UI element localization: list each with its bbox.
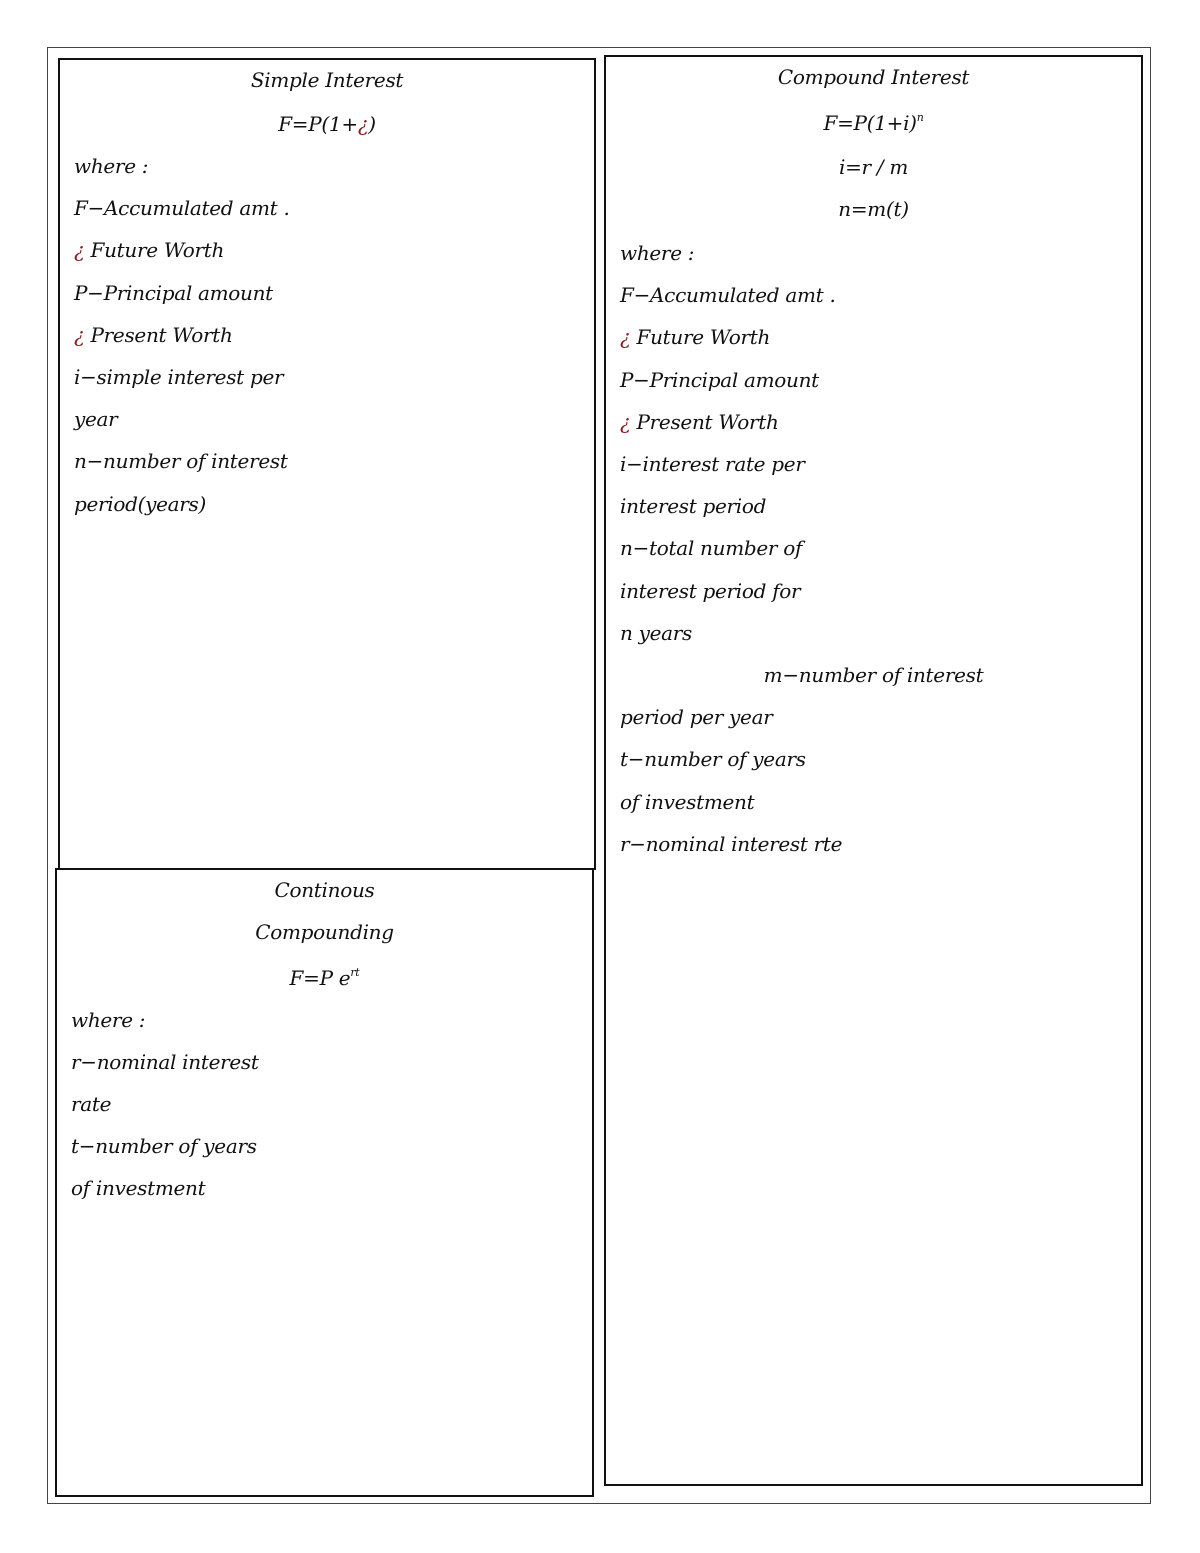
definition-text: n−number of interest (74, 449, 288, 474)
continuous-title-line-1: Continous (274, 878, 375, 902)
definition-text: period(years) (74, 491, 207, 516)
definition-line (620, 494, 766, 518)
definition-line (74, 407, 117, 431)
compound-n-equation: n=m(t) (838, 197, 909, 221)
definition-line (71, 1050, 259, 1074)
definition-text: i−simple interest per (74, 365, 284, 389)
placeholder-glyph: ¿ (620, 409, 631, 434)
placeholder-glyph: ¿ (74, 238, 85, 263)
definition-line (71, 1134, 257, 1158)
definition-line (74, 365, 283, 389)
definition-line (620, 705, 772, 729)
definition-text: r−nominal interest rte (620, 831, 843, 856)
continuous-formula: F=P $e^{rt}$ (289, 966, 360, 990)
definition-text: P−Principal amount (74, 280, 273, 305)
definition-text: P−Principal amount (620, 367, 819, 392)
definition-line (74, 449, 288, 473)
compound-interest-title: Compound Interest (777, 65, 970, 89)
definition-text: of investment (71, 1176, 206, 1200)
continuous-compounding-box (55, 868, 594, 1497)
simple-interest-title: Simple Interest (250, 68, 404, 92)
definition-line (620, 790, 754, 814)
definition-line (620, 325, 770, 349)
compound-interest-formula: $F=P(1+i)^n$ (823, 111, 924, 135)
compound-interest-box (604, 55, 1143, 1486)
definition-text: rate (71, 1092, 112, 1116)
definition-text: n years (620, 620, 693, 645)
placeholder-glyph: ¿ (620, 325, 631, 350)
definition-line (620, 747, 806, 771)
definition-text: n−total number of (620, 536, 803, 561)
definition-text: r−nominal interest (71, 1050, 259, 1074)
definition-line (620, 452, 805, 476)
definition-line (74, 492, 206, 516)
definition-line (71, 1176, 205, 1200)
definition-line (74, 154, 148, 178)
definition-line (620, 621, 692, 645)
definition-line (74, 323, 233, 347)
definition-line (620, 241, 694, 265)
definition-text: where : (74, 154, 149, 178)
definition-text: F−Accumulated amt . (74, 196, 290, 221)
definition-text: Present Worth (630, 409, 779, 434)
definition-text: year (74, 407, 118, 432)
definition-text: where : (71, 1008, 146, 1032)
definition-line (620, 368, 819, 392)
definition-line (620, 536, 802, 560)
definition-line (74, 281, 273, 305)
definition-line (71, 1092, 111, 1116)
definition-line (71, 1008, 145, 1032)
definition-text: of investment (620, 789, 755, 814)
definition-text: Future Worth (84, 238, 225, 263)
definition-text: Present Worth (84, 322, 233, 347)
definition-text: t−number of years (620, 747, 806, 772)
definition-text: interest period (620, 494, 767, 519)
definition-text: period per year (620, 705, 773, 730)
definition-text: where : (620, 241, 695, 265)
definition-text: interest period for (620, 578, 801, 603)
definition-line (620, 410, 779, 434)
definition-text: Future Worth (630, 325, 771, 350)
definition-line (74, 196, 290, 220)
definition-line (620, 832, 842, 856)
definition-text: t−number of years (71, 1134, 257, 1158)
definition-line (620, 283, 836, 307)
definition-text: i−interest rate per (620, 452, 805, 476)
definition-text: m−number of interest (763, 663, 984, 687)
continuous-title-line-2: Compounding (255, 920, 394, 944)
compound-i-equation: i=r / m (838, 155, 909, 179)
definition-line (74, 238, 224, 262)
placeholder-glyph: ¿ (74, 322, 85, 347)
definition-line (620, 579, 800, 603)
definition-text: F−Accumulated amt . (620, 283, 836, 308)
simple-interest-formula: F=P(1+¿) (278, 112, 376, 136)
simple-interest-box (58, 58, 596, 870)
definition-line (606, 663, 1141, 687)
